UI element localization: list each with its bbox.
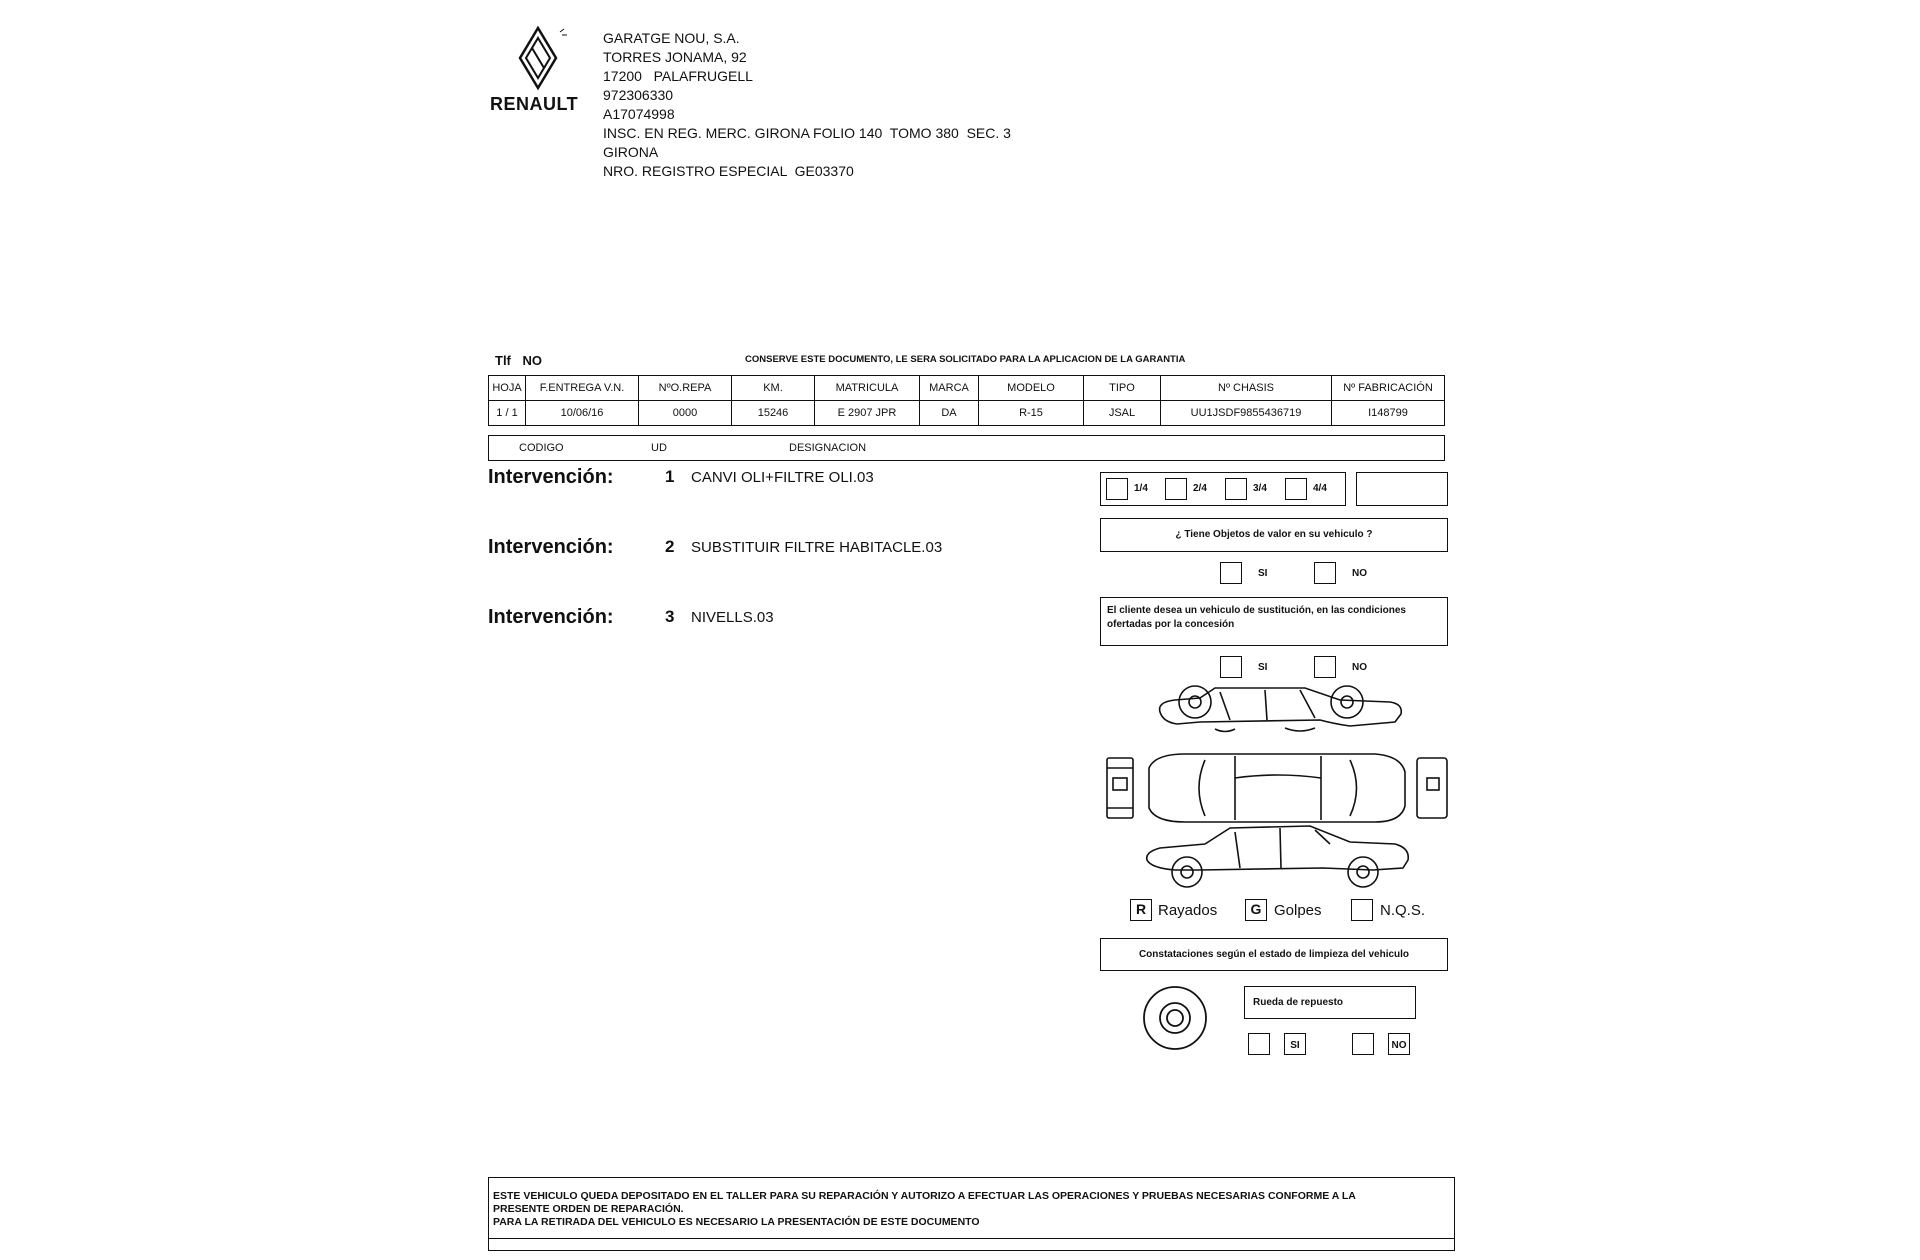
valuables-no-checkbox[interactable] (1314, 562, 1336, 584)
fuel-4-4-label: 4/4 (1313, 483, 1327, 494)
designation-header-bar (488, 435, 1445, 461)
table-cell: 0000 (639, 401, 732, 426)
substitution-line-2: ofertadas por la concesión (1107, 619, 1235, 630)
table-cell: 1 / 1 (489, 401, 526, 426)
company-phone: 972306330 (603, 87, 674, 103)
valuables-no-label: NO (1352, 568, 1367, 579)
intervention-number: 1 (665, 467, 675, 486)
company-cif: A17074998 (603, 106, 675, 122)
fuel-level-group (1100, 472, 1346, 506)
table-header-row (489, 376, 1445, 401)
valuables-question-box (1100, 518, 1448, 552)
fuel-4-4-checkbox[interactable] (1285, 478, 1307, 500)
spare-wheel-si-label: SI (1290, 1040, 1300, 1051)
table-header-cell: MODELO (979, 376, 1084, 401)
spare-wheel-si-checkbox[interactable] (1248, 1033, 1270, 1055)
table-header-cell: MARCA (920, 376, 979, 401)
company-city: 17200 PALAFRUGELL (603, 68, 753, 84)
company-address: TORRES JONAMA, 92 (603, 49, 747, 65)
spare-wheel-box (1244, 986, 1416, 1019)
fuel-3-4-label: 3/4 (1253, 483, 1267, 494)
statement-line-3: PARA LA RETIRADA DEL VEHICULO ES NECESARIO LA PRESENTACIÓN DE ESTE DOCUMENTO (493, 1216, 980, 1228)
car-front-view-icon (1107, 758, 1133, 818)
table-cell: UU1JSDF9855436719 (1161, 401, 1332, 426)
fuel-3-4-checkbox[interactable] (1225, 478, 1247, 500)
tlf-value: NO (522, 353, 543, 368)
spare-wheel-si-box (1284, 1033, 1306, 1055)
table-header-cell: Nº CHASIS (1161, 376, 1332, 401)
table-header-cell: MATRICULA (815, 376, 920, 401)
table-header-cell: KM. (732, 376, 815, 401)
table-cell: JSAL (1084, 401, 1161, 426)
table-header-cell: F.ENTREGA V.N. (526, 376, 639, 401)
spare-wheel-label: Rueda de repuesto (1253, 997, 1344, 1008)
intervention-text: NIVELLS.03 (691, 609, 774, 626)
brand-name: RENAULT (490, 94, 579, 114)
company-province: GIRONA (603, 144, 659, 160)
substitution-no-label: NO (1352, 662, 1367, 673)
table-header-cell: NºO.REPA (639, 376, 732, 401)
golpes-label: Golpes (1274, 902, 1322, 919)
table-cell: R-15 (979, 401, 1084, 426)
table-header-cell: Nº FABRICACIÓN (1332, 376, 1445, 401)
rayados-checkbox[interactable]: R (1130, 899, 1152, 921)
table-row (489, 401, 1445, 426)
spare-wheel-icon (1141, 984, 1209, 1052)
spare-wheel-no-label: NO (1391, 1040, 1407, 1051)
cleanliness-label: Constataciones según el estado de limpieza del vehiculo (1138, 949, 1410, 960)
designacion-header: DESIGNACION (789, 442, 867, 454)
vehicle-info-table (488, 375, 1445, 426)
intervention-text: CANVI OLI+FILTRE OLI.03 (691, 469, 874, 486)
car-side-view-top-icon (1160, 686, 1402, 732)
fuel-2-4-checkbox[interactable] (1165, 478, 1187, 500)
car-side-view-bottom-icon (1147, 826, 1408, 887)
company-special-registry: NRO. REGISTRO ESPECIAL GE03370 (603, 163, 854, 179)
substitution-question-box (1100, 597, 1448, 646)
tlf-label: Tlf (495, 353, 511, 368)
intervention-label: Intervención: (488, 466, 614, 488)
fuel-2-4-label: 2/4 (1193, 483, 1207, 494)
intervention-label: Intervención: (488, 606, 614, 628)
valuables-question: ¿ Tiene Objetos de valor en su vehiculo ? (1175, 529, 1373, 540)
authorization-statement-box (488, 1177, 1455, 1239)
substitution-si-checkbox[interactable] (1220, 656, 1242, 678)
company-registry: INSC. EN REG. MERC. GIRONA FOLIO 140 TOMO 380 SEC. 3 (603, 125, 1011, 141)
fuel-1-4-checkbox[interactable] (1106, 478, 1128, 500)
renault-logo-icon (510, 26, 570, 96)
valuables-si-checkbox[interactable] (1220, 562, 1242, 584)
car-top-view-icon (1149, 754, 1405, 822)
spare-wheel-no-box (1388, 1033, 1410, 1055)
car-rear-view-icon (1417, 758, 1447, 818)
spare-wheel-no-checkbox[interactable] (1352, 1033, 1374, 1055)
nqs-label: N.Q.S. (1380, 902, 1426, 919)
intervention-number: 3 (665, 607, 675, 626)
statement-footer-strip (488, 1239, 1455, 1251)
table-cell: I148799 (1332, 401, 1445, 426)
fuel-notes-field[interactable] (1356, 472, 1448, 506)
intervention-text: SUBSTITUIR FILTRE HABITACLE.03 (691, 539, 943, 556)
company-name: GARATGE NOU, S.A. (603, 30, 740, 46)
statement-line-1: ESTE VEHICULO QUEDA DEPOSITADO EN EL TALLER PARA SU REPARACIÓN Y AUTORIZO A EFECTUAR LAS OPERACIONES Y PRUEBAS NECESARIAS CONFORME A LA (493, 1190, 1356, 1202)
table-cell: 15246 (732, 401, 815, 426)
table-cell: E 2907 JPR (815, 401, 920, 426)
rayados-label: Rayados (1158, 902, 1218, 919)
substitution-si-label: SI (1258, 662, 1268, 673)
fuel-1-4-label: 1/4 (1134, 483, 1148, 494)
tlf-row (495, 353, 542, 368)
statement-line-2: PRESENTE ORDEN DE REPARACIÓN. (493, 1203, 684, 1215)
table-cell: 10/06/16 (526, 401, 639, 426)
intervention-number: 2 (665, 537, 675, 556)
substitution-no-checkbox[interactable] (1314, 656, 1336, 678)
substitution-line-1: El cliente desea un vehiculo de sustitución, en las condiciones (1107, 605, 1406, 616)
cleanliness-box (1100, 938, 1448, 971)
car-damage-diagram[interactable] (1105, 682, 1450, 892)
warranty-notice: CONSERVE ESTE DOCUMENTO, LE SERA SOLICITADO PARA LA APLICACION DE LA GARANTIA (745, 354, 1186, 365)
golpes-checkbox[interactable]: G (1245, 899, 1267, 921)
table-cell: DA (920, 401, 979, 426)
table-header-cell: TIPO (1084, 376, 1161, 401)
nqs-checkbox[interactable] (1351, 899, 1373, 921)
codigo-header: CODIGO (519, 442, 564, 454)
intervention-label: Intervención: (488, 536, 614, 558)
ud-header: UD (651, 442, 667, 454)
valuables-si-label: SI (1258, 568, 1268, 579)
table-header-cell: HOJA (489, 376, 526, 401)
